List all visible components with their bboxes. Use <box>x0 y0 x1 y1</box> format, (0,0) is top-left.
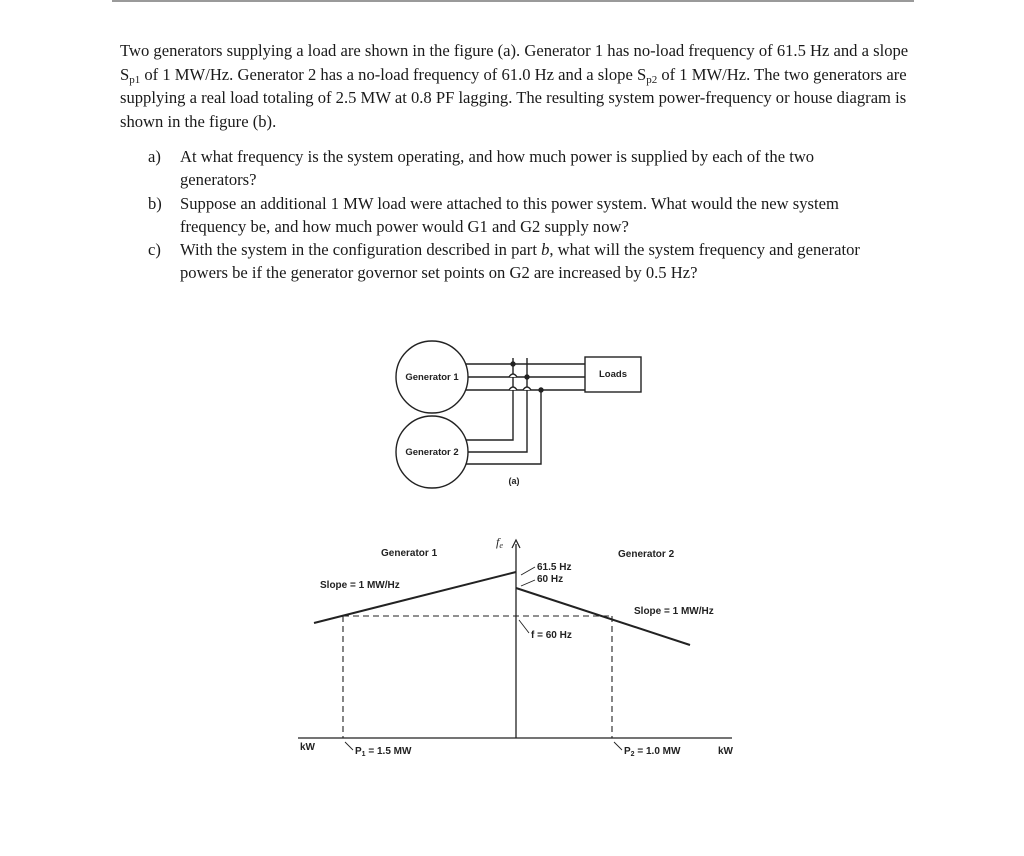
gen2-feeder-1 <box>466 358 513 440</box>
wire-crossover <box>509 374 517 377</box>
leader-60 <box>521 580 535 586</box>
gen2-curve-label: Generator 2 <box>618 549 675 560</box>
leader-p2 <box>614 742 622 750</box>
kw-left-label: kW <box>300 742 315 753</box>
question-c: c) With the system in the configuration described in part b, what will the system frequency and generator powers be if the generator governor set points on G2 are increased by 0.5 Hz? <box>148 240 860 283</box>
no-load-60-label: 60 Hz <box>537 574 564 585</box>
leader-f60 <box>519 620 529 633</box>
gen1-curve-label: Generator 1 <box>381 548 438 559</box>
gen2-feeder-2 <box>468 358 527 452</box>
leader-61-5 <box>521 567 535 575</box>
fe-axis-label: fe <box>496 535 503 550</box>
generator-1-label: Generator 1 <box>405 372 459 383</box>
generator-2-label: Generator 2 <box>405 447 459 458</box>
question-a: a) At what frequency is the system operating, and how much power is supplied by each of the two generators? <box>148 147 815 190</box>
wire-crossover <box>509 387 517 390</box>
junction-dot <box>511 362 515 366</box>
loads-label: Loads <box>599 369 627 380</box>
junction-dot <box>539 388 543 392</box>
question-b: b) Suppose an additional 1 MW load were attached to this power system. What would the new system frequency be, and how much power would G1 and G2 supply now? <box>148 193 839 236</box>
wire-crossover <box>523 387 531 390</box>
system-frequency-label: f = 60 Hz <box>531 630 572 641</box>
figure-a-caption: (a) <box>508 476 520 486</box>
leader-p1 <box>345 742 353 750</box>
p2-label: $P_2 = 1.0$ MW <box>624 746 681 758</box>
p1-label: $P_1 = 1.5$ MW <box>355 746 412 758</box>
no-load-61-5-label: 61.5 Hz <box>537 562 572 573</box>
gen2-feeder-3 <box>466 390 541 464</box>
junction-dot <box>525 375 529 379</box>
problem-intro: Two generators supplying a load are shown in the figure (a). Generator 1 has no-load frequency of 61.5 Hz and a slope $S_{p1}$ of 1 MW/Hz. Generator 2 has a no-load frequency of 61.0 Hz and a slope $S_{p2}$ of 1 MW/Hz. The two generators are supplying a real load totaling of 2.5 MW at 0.8 PF lagging. The resulting system power-frequency or house diagram is shown in the figure (b). <box>120 41 909 131</box>
slope-1-label: Slope = 1 MW/Hz <box>320 580 400 591</box>
figure-b <box>298 540 732 750</box>
kw-right-label: kW <box>718 746 733 757</box>
slope-2-label: Slope = 1 MW/Hz <box>634 606 714 617</box>
figure-a <box>396 341 641 488</box>
